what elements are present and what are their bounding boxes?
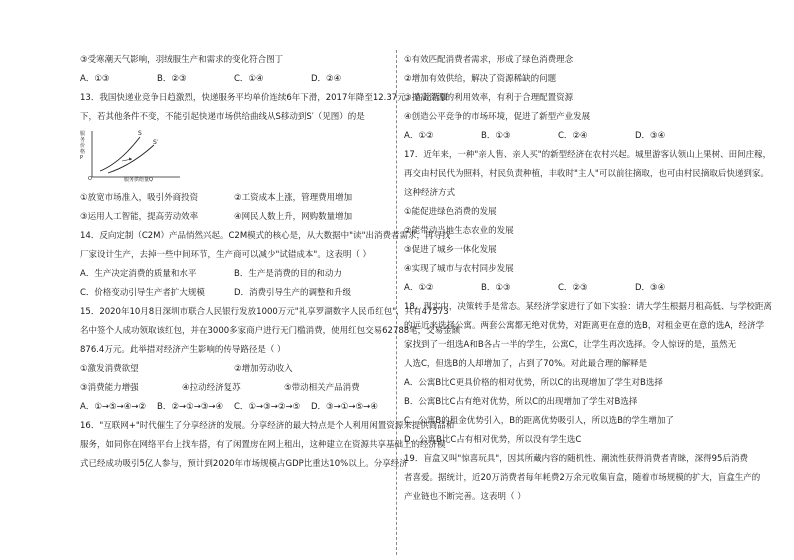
s-prime-label: S′ <box>153 139 159 146</box>
right-column <box>404 55 772 511</box>
option-b: B．②③ <box>157 74 187 84</box>
q16-statement-4: ④创造公平竞争的市场环境，促进了新型产业发展 <box>404 112 591 122</box>
s-label: S <box>138 130 142 137</box>
q16-stem-line1: 16．"互联网+"时代催生了分享经济的发展。分享经济的最大特点是个人利用闲置资源来提供商品和 <box>80 421 455 431</box>
q15-stem-line1: 15．2020年10月8日深圳市联合人民银行发放1000万元"礼享罗湖数字人民币红包"，共有47573 <box>80 307 449 317</box>
option-d: D．③→①→⑤→④ <box>311 402 378 412</box>
q17-statement-4: ④实现了城市与农村同步发展 <box>404 264 514 274</box>
q12-statement-3: ③受寒潮天气影响，羽绒服生产和需求的变化符合图丁 <box>80 55 284 65</box>
q14-stem-line2: 厂家设计生产，去掉一些中间环节，生产商可以减少"试错成本"。这表明（ ） <box>80 250 372 260</box>
option-a: A．①② <box>404 283 434 293</box>
q18-option-c: C．公寓B的租金优势引入，B的距离优势吸引人，所以选B的学生增加了 <box>404 416 674 426</box>
supply-curve-figure <box>80 127 190 187</box>
q16-options <box>404 131 717 142</box>
shift-arrowhead <box>129 158 132 161</box>
path-3: ③消费能力增强 <box>80 383 139 393</box>
q16-statement-3: ③提高资源的利用效率，有利于合理配置资源 <box>404 93 574 103</box>
q18-stem-line2: 的远近来选择公寓。两套公寓都无绝对优势，对距离更在意的选B，对租金更在意的选A，经济学 <box>404 321 765 331</box>
path-1: ①激发消费欲望 <box>80 364 139 374</box>
option-c: C．①④ <box>234 74 264 84</box>
q18-option-b: B．公寓B比C占有绝对优势，所以C的出现增加了学生对B选择 <box>404 397 638 407</box>
q17-statement-2: ②能带动当地生态农业的发展 <box>404 226 514 236</box>
q17-statement-3: ③促进了城乡一体化发展 <box>404 245 497 255</box>
q13-statements-row2 <box>80 212 388 223</box>
option-b: B．①③ <box>481 131 511 141</box>
path-4: ④拉动经济复苏 <box>182 383 241 393</box>
option-b: B．①③ <box>481 283 511 293</box>
option-d: D．③④ <box>635 283 666 293</box>
path-5: ⑤带动相关产品消费 <box>284 383 360 393</box>
statement-3: ③运用人工智能，提高劳动效率 <box>80 212 199 222</box>
q15-paths-row1 <box>80 364 388 375</box>
q15-stem-line2: 名中签个人成功领取该红包，并在3000多家商户进行无门槛消费，使用红包交易62788笔，交易金额 <box>80 326 461 336</box>
option-d: D．②④ <box>311 74 342 84</box>
x-axis-label: 服务供给量Q <box>124 177 153 183</box>
q15-options <box>80 402 388 413</box>
q16-statement-2: ②增加有效供给，解决了资源稀缺的问题 <box>404 74 557 84</box>
option-c: C．②④ <box>558 131 588 141</box>
statement-4: ④网民人数上升，网购数量增加 <box>234 212 353 222</box>
option-d: D．消费引导生产的调整和升级 <box>234 288 352 298</box>
option-a: A．①→⑤→④→② <box>80 402 147 412</box>
q18-option-d: D．公寓B比C占有相对优势，所以没有学生选C <box>404 435 582 445</box>
q14-options-row1 <box>80 269 388 280</box>
q19-stem-line3: 产业链也不断完善。这表明（ ） <box>404 492 526 502</box>
option-c: C．①→③→②→⑤ <box>234 402 301 412</box>
option-b: B．②→①→③→④ <box>157 402 224 412</box>
column-divider <box>396 50 397 555</box>
q16-stem-line3: 式已经成功吸引5亿人参与，预计到2020年市场规模占GDP比重达10%以上。分享经济 <box>80 459 408 469</box>
option-d: D．③④ <box>635 131 666 141</box>
option-b: B．生产是消费的目的和动力 <box>234 269 342 279</box>
curve-s <box>100 137 140 171</box>
option-c: C．价格变动引导生产者扩大规模 <box>80 288 205 298</box>
path-2: ②增加劳动收入 <box>234 364 293 374</box>
q16-stem-line2: 服务，如同你在网络平台上找车搭，有了闲置房在网上租出，这种建立在资源共享基础上的经济模 <box>80 440 446 450</box>
q19-stem-line1: 19．盲盒又叫"惊喜玩具"，因其所藏内容的随机性、潮流性获得消费者青睐，深得95后消费 <box>404 454 748 464</box>
q19-stem-line2: 者喜爱。据统计，近20万消费者每年耗费2万余元收集盲盒，随着市场规模的扩大，盲盒生产的 <box>404 473 761 483</box>
q13-stem-line1: 13．我国快递业竞争日趋激烈，快递服务平均单价连续6年下滑，2017年降至12.37元。在此背景 <box>80 93 449 103</box>
origin-label: O <box>88 176 92 182</box>
option-c: C．②③ <box>558 283 588 293</box>
option-a: A．生产决定消费的质量和水平 <box>80 269 197 279</box>
q17-options <box>404 283 717 294</box>
q12-options <box>80 74 388 85</box>
option-a: A．①② <box>404 131 434 141</box>
y-axis-label: 服务价格P <box>80 131 86 161</box>
statement-1: ①放宽市场准入，吸引外商投资 <box>80 193 199 203</box>
q15-paths-row2 <box>80 383 388 394</box>
q18-stem-line3: 家找到了一组选A和B各占一半的学生，公寓C，让学生再次选择。令人惊讶的是，虽然无 <box>404 340 737 350</box>
q16-statement-1: ①有效匹配消费者需求，形成了绿色消费理念 <box>404 55 574 65</box>
q17-stem-line2: 再交由村民代为照料，村民负责种植，丰收时"主人"可以前往摘取，也可由村民摘取后快递到家。 <box>404 169 769 179</box>
q17-stem-line3: 这种经济方式 <box>404 188 456 198</box>
statement-2: ②工资成本上涨，管理费用增加 <box>234 193 353 203</box>
option-a: A．①③ <box>80 74 110 84</box>
q13-statements-row1 <box>80 193 388 204</box>
q18-option-a: A．公寓B比C更具价格的相对优势，所以C的出现增加了学生对B选择 <box>404 378 663 388</box>
q18-stem-line1: 18．现实中，决策转手是常态。某经济学家进行了如下实验：请大学生根据月租高低、与学校距离 <box>404 302 772 312</box>
q14-options-row2 <box>80 288 388 299</box>
q17-stem-line1: 17．近年来，一种"亲人售、亲人买"的新型经济在农村兴起。城里游客认领山上果树、田间庄稼， <box>404 150 772 160</box>
q15-stem-line3: 876.4万元。此举措对经济产生影响的传导路径是（ ） <box>80 345 286 355</box>
q13-stem-line2: 下，若其他条件不变，不能引起快递市场供给曲线从S移动到S′（见图）的是 <box>80 112 365 122</box>
q14-stem-line1: 14．反向定制（C2M）产品悄然兴起。C2M模式的核心是，从大数据中"读"出消费者需求，再寻找 <box>80 231 451 241</box>
q18-stem-line4: 人选C，但选B的人却增加了，占到了70%。对此最合理的解释是 <box>404 359 648 369</box>
q17-statement-1: ①能促进绿色消费的发展 <box>404 207 497 217</box>
